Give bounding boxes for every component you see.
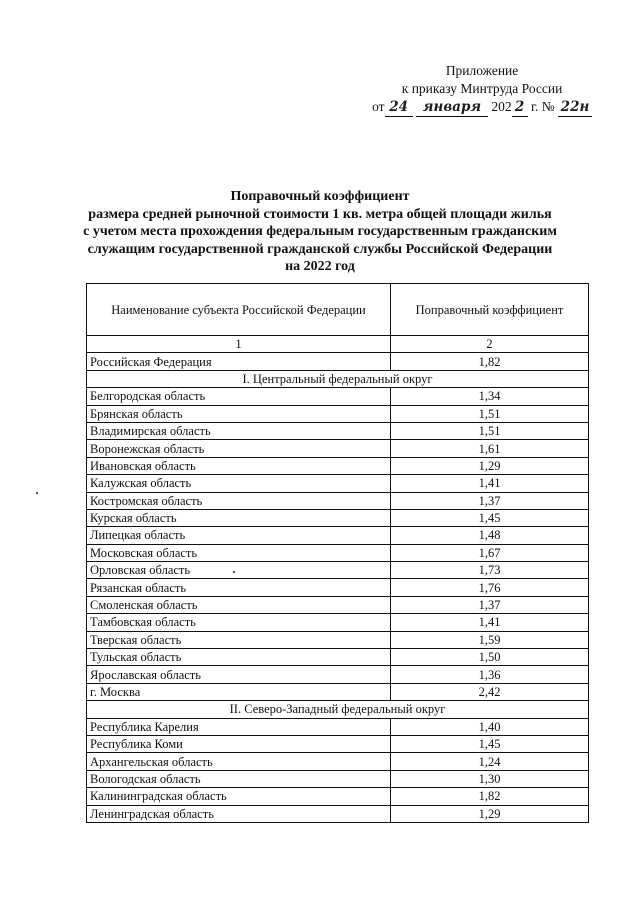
table-row: [87, 492, 589, 509]
region-name: Тамбовская область: [87, 614, 391, 631]
year-prefix: 202: [491, 99, 512, 114]
region-name: Орловская область: [87, 562, 391, 579]
region-name: Ленинградская область: [87, 805, 391, 822]
table-row: [87, 544, 589, 561]
order-reference: к приказу Минтруда России: [401, 81, 563, 96]
document-header: [372, 62, 592, 117]
appendix-label: Приложение: [445, 63, 519, 78]
handwritten-order-number: 22н: [558, 98, 592, 117]
coefficient-table: [86, 283, 589, 823]
table-row: [87, 614, 589, 631]
district-title: II. Северо-Западный федеральный округ: [87, 701, 589, 718]
region-coefficient: 1,51: [391, 405, 589, 422]
region-coefficient: 1,41: [391, 475, 589, 492]
region-name: Рязанская область: [87, 579, 391, 596]
title-line-3: с учетом места прохождения федеральным государственным гражданским: [83, 224, 557, 239]
region-coefficient: 1,45: [391, 509, 589, 526]
region-coefficient: 1,29: [391, 457, 589, 474]
region-name: Курская область: [87, 509, 391, 526]
title-line-1: Поправочный коэффициент: [230, 189, 410, 204]
scan-speck: [36, 492, 38, 494]
region-name: Брянская область: [87, 405, 391, 422]
region-coefficient: 1,41: [391, 614, 589, 631]
handwritten-month: января: [416, 98, 488, 117]
table-row: [87, 388, 589, 405]
region-coefficient: 1,34: [391, 388, 589, 405]
region-name: Московская область: [87, 544, 391, 561]
region-name: Республика Коми: [87, 735, 391, 752]
table-row: [87, 649, 589, 666]
region-name: Тверская область: [87, 631, 391, 648]
number-label: г. №: [530, 99, 555, 114]
region-coefficient: 1,45: [391, 735, 589, 752]
region-coefficient: 1,48: [391, 527, 589, 544]
table-row: [87, 753, 589, 770]
district-header-row: [87, 370, 589, 387]
region-coefficient: 1,73: [391, 562, 589, 579]
column-number-1: 1: [87, 336, 391, 353]
region-name: Белгородская область: [87, 388, 391, 405]
column-number-2: 2: [391, 336, 589, 353]
title-line-5: на 2022 год: [285, 259, 355, 274]
region-name: Ярославская область: [87, 666, 391, 683]
region-name: Российская Федерация: [87, 353, 391, 370]
title-line-2: размера средней рыночной стоимости 1 кв. метра общей площади жилья: [88, 206, 552, 222]
region-coefficient: 1,51: [391, 422, 589, 439]
region-coefficient: 1,50: [391, 649, 589, 666]
region-coefficient: 1,36: [391, 666, 589, 683]
table-row: [87, 631, 589, 648]
order-date-line: [372, 98, 592, 117]
table-row: [87, 353, 589, 370]
region-coefficient: 1,67: [391, 544, 589, 561]
table-row: [87, 562, 589, 579]
region-coefficient: 1,37: [391, 596, 589, 613]
region-coefficient: 2,42: [391, 683, 589, 700]
table-row: [87, 770, 589, 787]
from-label: от: [372, 99, 385, 114]
column-header-coefficient: Поправочный коэффициент: [391, 284, 589, 336]
region-name: Вологодская область: [87, 770, 391, 787]
region-name: Республика Карелия: [87, 718, 391, 735]
region-name: Архангельская область: [87, 753, 391, 770]
region-name: Ивановская область: [87, 457, 391, 474]
table-row: [87, 718, 589, 735]
table-row: [87, 735, 589, 752]
table-row: [87, 457, 589, 474]
region-name: Воронежская область: [87, 440, 391, 457]
table-row: [87, 509, 589, 526]
region-name: Тульская область: [87, 649, 391, 666]
region-coefficient: 1,30: [391, 770, 589, 787]
region-coefficient: 1,59: [391, 631, 589, 648]
scan-speck: [233, 571, 235, 573]
table-header-row: [87, 284, 589, 336]
region-name: Калининградская область: [87, 788, 391, 805]
table-row: [87, 666, 589, 683]
document-title: [40, 188, 600, 276]
table-row: [87, 475, 589, 492]
table-row: [87, 527, 589, 544]
region-coefficient: 1,29: [391, 805, 589, 822]
table-row: [87, 579, 589, 596]
table-row: [87, 805, 589, 822]
region-coefficient: 1,82: [391, 788, 589, 805]
region-name: Владимирская область: [87, 422, 391, 439]
region-coefficient: 1,61: [391, 440, 589, 457]
region-coefficient: 1,82: [391, 353, 589, 370]
table-row: [87, 440, 589, 457]
district-title: I. Центральный федеральный округ: [87, 370, 589, 387]
region-coefficient: 1,24: [391, 753, 589, 770]
region-coefficient: 1,40: [391, 718, 589, 735]
table-row: [87, 596, 589, 613]
district-header-row: [87, 701, 589, 718]
region-name: Липецкая область: [87, 527, 391, 544]
region-name: Калужская область: [87, 475, 391, 492]
region-coefficient: 1,76: [391, 579, 589, 596]
handwritten-day: 24: [385, 98, 413, 117]
table-row: [87, 422, 589, 439]
title-line-4: служащим государственной гражданской службы Российской Федерации: [87, 241, 553, 257]
handwritten-year-digit: 2: [512, 98, 528, 117]
region-coefficient: 1,37: [391, 492, 589, 509]
region-name: Костромская область: [87, 492, 391, 509]
table-row: [87, 683, 589, 700]
region-name: Смоленская область: [87, 596, 391, 613]
table-row: [87, 788, 589, 805]
table-row: [87, 405, 589, 422]
column-number-row: [87, 336, 589, 353]
region-name: г. Москва: [87, 683, 391, 700]
column-header-region: Наименование субъекта Российской Федерации: [87, 284, 391, 336]
